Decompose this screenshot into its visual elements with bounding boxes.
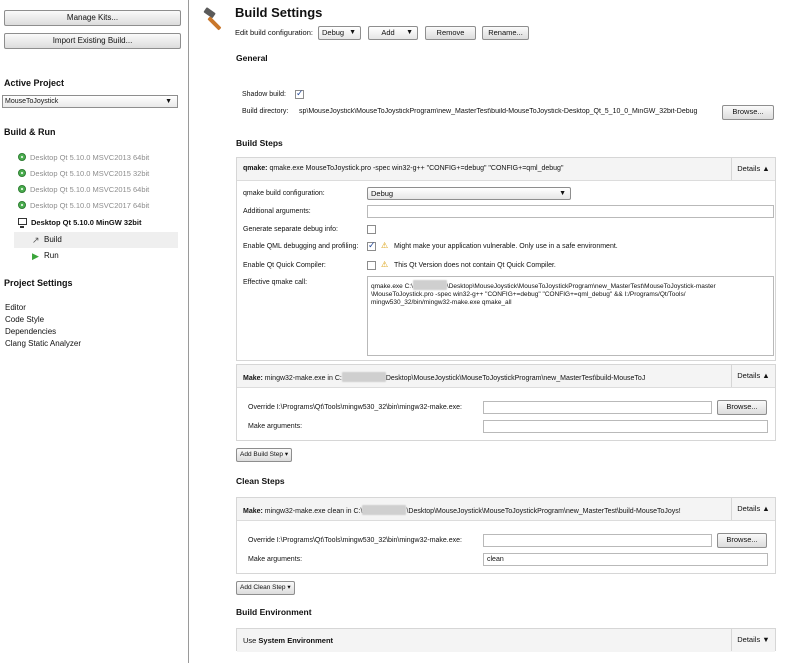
make-override-label: Override I:\Programs\Qt\Tools\mingw530_32\bin\mingw32-make.exe: (248, 404, 462, 411)
make-details-button[interactable] (731, 365, 775, 387)
add-clean-step-label: Add Clean Step (240, 584, 286, 591)
make-step-summary: mingw32-make.exe in C: (262, 375, 342, 382)
kit-status-icon (18, 153, 26, 161)
settings-item-dependencies[interactable]: Dependencies (5, 327, 57, 336)
chevron-up-icon: ▲ (762, 371, 770, 380)
chevron-down-icon: ▼ (165, 98, 172, 105)
kit-item[interactable] (18, 183, 149, 197)
qmake-step-header[interactable] (237, 158, 775, 181)
make-override-browse-button[interactable]: Browse... (717, 400, 767, 415)
rename-config-button[interactable]: Rename... (482, 26, 529, 40)
settings-item-code-style[interactable]: Code Style (5, 315, 45, 324)
redacted-area (342, 372, 386, 382)
active-kit-label: Desktop Qt 5.10.0 MinGW 32bit (31, 218, 142, 227)
sidebar-item-build[interactable] (14, 232, 178, 248)
project-settings-heading: Project Settings (4, 278, 73, 288)
qmake-step-summary: qmake.exe MouseToJoystick.pro -spec win32-g++ "CONFIG+=debug" "CONFIG+=qml_debug" (267, 165, 564, 172)
page-title: Build Settings (235, 5, 323, 20)
quick-compiler-checkbox[interactable] (367, 261, 376, 270)
make-args-input[interactable] (483, 420, 768, 433)
quick-compiler-label: Enable Qt Quick Compiler: (243, 262, 326, 269)
hammer-icon (202, 7, 226, 31)
clean-make-args-label: Make arguments: (248, 556, 303, 563)
debug-info-checkbox[interactable] (367, 225, 376, 234)
kit-label: Desktop Qt 5.10.0 MSVC2013 64bit (30, 153, 150, 162)
active-kit-item[interactable] (18, 216, 141, 230)
build-env-details-button[interactable] (731, 629, 775, 651)
add-build-step-button[interactable] (236, 448, 292, 462)
effective-call-label: Effective qmake call: (243, 279, 308, 286)
sidebar-item-run[interactable] (14, 248, 178, 264)
effective-call-text: \MouseToJoystick.pro -spec win32-g++ "CONFIG+=debug" "CONFIG+=qml_debug" && I:/Programs/Qt/Tools/ (371, 291, 686, 298)
add-clean-step-button[interactable] (236, 581, 295, 595)
env-name: System Environment (258, 636, 334, 645)
chevron-down-icon: ▼ (559, 190, 566, 197)
chevron-down-icon: ▾ (284, 451, 289, 458)
active-project-heading: Active Project (4, 78, 65, 88)
edit-config-label: Edit build configuration: (235, 28, 313, 37)
qmake-step-title: qmake: (243, 165, 268, 172)
warning-icon: ⚠ (381, 260, 389, 269)
settings-item-clang-static-analyzer[interactable]: Clang Static Analyzer (5, 339, 82, 348)
clean-make-step-panel (236, 497, 776, 574)
kit-item[interactable] (18, 199, 149, 213)
build-environment-heading: Build Environment (236, 607, 312, 617)
build-directory-browse-button[interactable]: Browse... (722, 105, 774, 120)
clean-make-step-title: Make: (243, 508, 263, 515)
clean-make-details-button[interactable] (731, 498, 775, 520)
add-config-label: Add (381, 28, 395, 37)
warning-icon: ⚠ (381, 241, 389, 250)
shadow-build-label: Shadow build: (242, 91, 286, 98)
kit-label: Desktop Qt 5.10.0 MSVC2015 32bit (30, 169, 150, 178)
add-build-step-label: Add Build Step (240, 451, 284, 458)
clean-override-browse-button[interactable]: Browse... (717, 533, 767, 548)
qmake-config-value: Debug (371, 189, 394, 198)
kit-item[interactable] (18, 151, 149, 165)
effective-call-textarea[interactable] (367, 276, 774, 356)
chevron-down-icon: ▼ (349, 29, 356, 36)
active-project-value: MouseToJoystick (5, 98, 59, 105)
build-environment-panel (236, 628, 776, 651)
kit-item[interactable] (18, 167, 149, 181)
qmake-details-button[interactable] (731, 158, 775, 180)
active-project-select[interactable] (2, 95, 178, 108)
additional-args-label: Additional arguments: (243, 208, 311, 215)
build-environment-header[interactable] (237, 629, 775, 652)
monitor-icon (18, 218, 27, 225)
quick-compiler-warning: This Qt Version does not contain Qt Quick Compiler. (394, 262, 556, 269)
make-step-summary: Desktop\MouseJoystick\MouseToJoystickProgram\new_MasterTest\build-MouseToJ (385, 375, 646, 382)
kit-status-icon (18, 201, 26, 209)
debug-info-label: Generate separate debug info: (243, 226, 338, 233)
sidebar-item-build-label: Build (44, 235, 62, 244)
details-label: Details (737, 164, 761, 173)
clean-override-input[interactable] (483, 534, 712, 547)
play-icon: ▶ (32, 251, 39, 261)
qml-debug-label: Enable QML debugging and profiling: (243, 243, 359, 250)
kit-status-icon (18, 169, 26, 177)
make-step-title: Make: (243, 375, 263, 382)
env-use-prefix: Use (243, 636, 259, 645)
make-step-panel (236, 364, 776, 441)
build-directory-label: Build directory: (242, 108, 289, 115)
add-config-button[interactable] (368, 26, 418, 40)
qmake-config-label: qmake build configuration: (243, 190, 325, 197)
hammer-icon: ↗ (32, 235, 40, 245)
make-args-label: Make arguments: (248, 423, 303, 430)
shadow-build-checkbox[interactable] (295, 90, 304, 99)
clean-make-step-summary: mingw32-make.exe clean in C:\ (262, 508, 363, 515)
details-label: Details (737, 504, 761, 513)
chevron-down-icon: ▼ (762, 635, 770, 644)
build-run-heading: Build & Run (4, 127, 56, 137)
details-label: Details (737, 371, 761, 380)
clean-make-step-summary: \Desktop\MouseJoystick\MouseToJoystickProgram\new_MasterTest\build-MouseToJoys! (406, 508, 681, 515)
additional-args-input[interactable] (367, 205, 774, 218)
settings-item-editor[interactable]: Editor (5, 303, 26, 312)
chevron-down-icon: ▼ (406, 29, 413, 36)
chevron-up-icon: ▲ (762, 504, 770, 513)
effective-call-text: qmake.exe C:\ (371, 283, 413, 290)
sidebar (0, 0, 189, 663)
redacted-area (362, 505, 406, 515)
build-config-value: Debug (322, 28, 345, 37)
make-step-header[interactable] (237, 365, 775, 388)
main-panel (190, 0, 800, 663)
import-existing-build-button[interactable]: Import Existing Build... (4, 33, 181, 49)
clean-steps-heading: Clean Steps (236, 476, 285, 486)
qmake-step-panel (236, 157, 776, 361)
build-steps-heading: Build Steps (236, 138, 283, 148)
chevron-up-icon: ▲ (762, 164, 770, 173)
sidebar-item-run-label: Run (44, 251, 59, 260)
make-override-input[interactable] (483, 401, 712, 414)
qmake-config-select[interactable] (367, 187, 571, 200)
general-heading: General (236, 53, 268, 63)
redacted-area (413, 280, 447, 290)
clean-override-label: Override I:\Programs\Qt\Tools\mingw530_32\bin\mingw32-make.exe: (248, 537, 462, 544)
kit-label: Desktop Qt 5.10.0 MSVC2015 64bit (30, 185, 150, 194)
remove-config-button[interactable]: Remove (425, 26, 476, 40)
qml-debug-warning: Might make your application vulnerable. Only use in a safe environment. (394, 243, 618, 250)
kit-status-icon (18, 185, 26, 193)
effective-call-text: \Desktop\MouseJoystick\MouseToJoystickProgram\new_MasterTest\MouseToJoystick-master (446, 283, 716, 290)
clean-make-step-header[interactable] (237, 498, 775, 521)
effective-call-text: mingw530_32/bin/mingw32-make.exe qmake_all (371, 299, 512, 306)
build-directory-field[interactable]: sp\MouseJoystick\MouseToJoystickProgram\new_MasterTest\build-MouseToJoystick-Desktop_Qt_5_10_0_MinGW_32bit-Debug (299, 108, 698, 115)
build-config-select[interactable] (318, 26, 361, 40)
clean-make-args-input[interactable]: clean (483, 553, 768, 566)
chevron-down-icon: ▾ (287, 584, 291, 591)
details-label: Details (737, 635, 761, 644)
manage-kits-button[interactable]: Manage Kits... (4, 10, 181, 26)
qml-debug-checkbox[interactable] (367, 242, 376, 251)
kit-label: Desktop Qt 5.10.0 MSVC2017 64bit (30, 201, 150, 210)
